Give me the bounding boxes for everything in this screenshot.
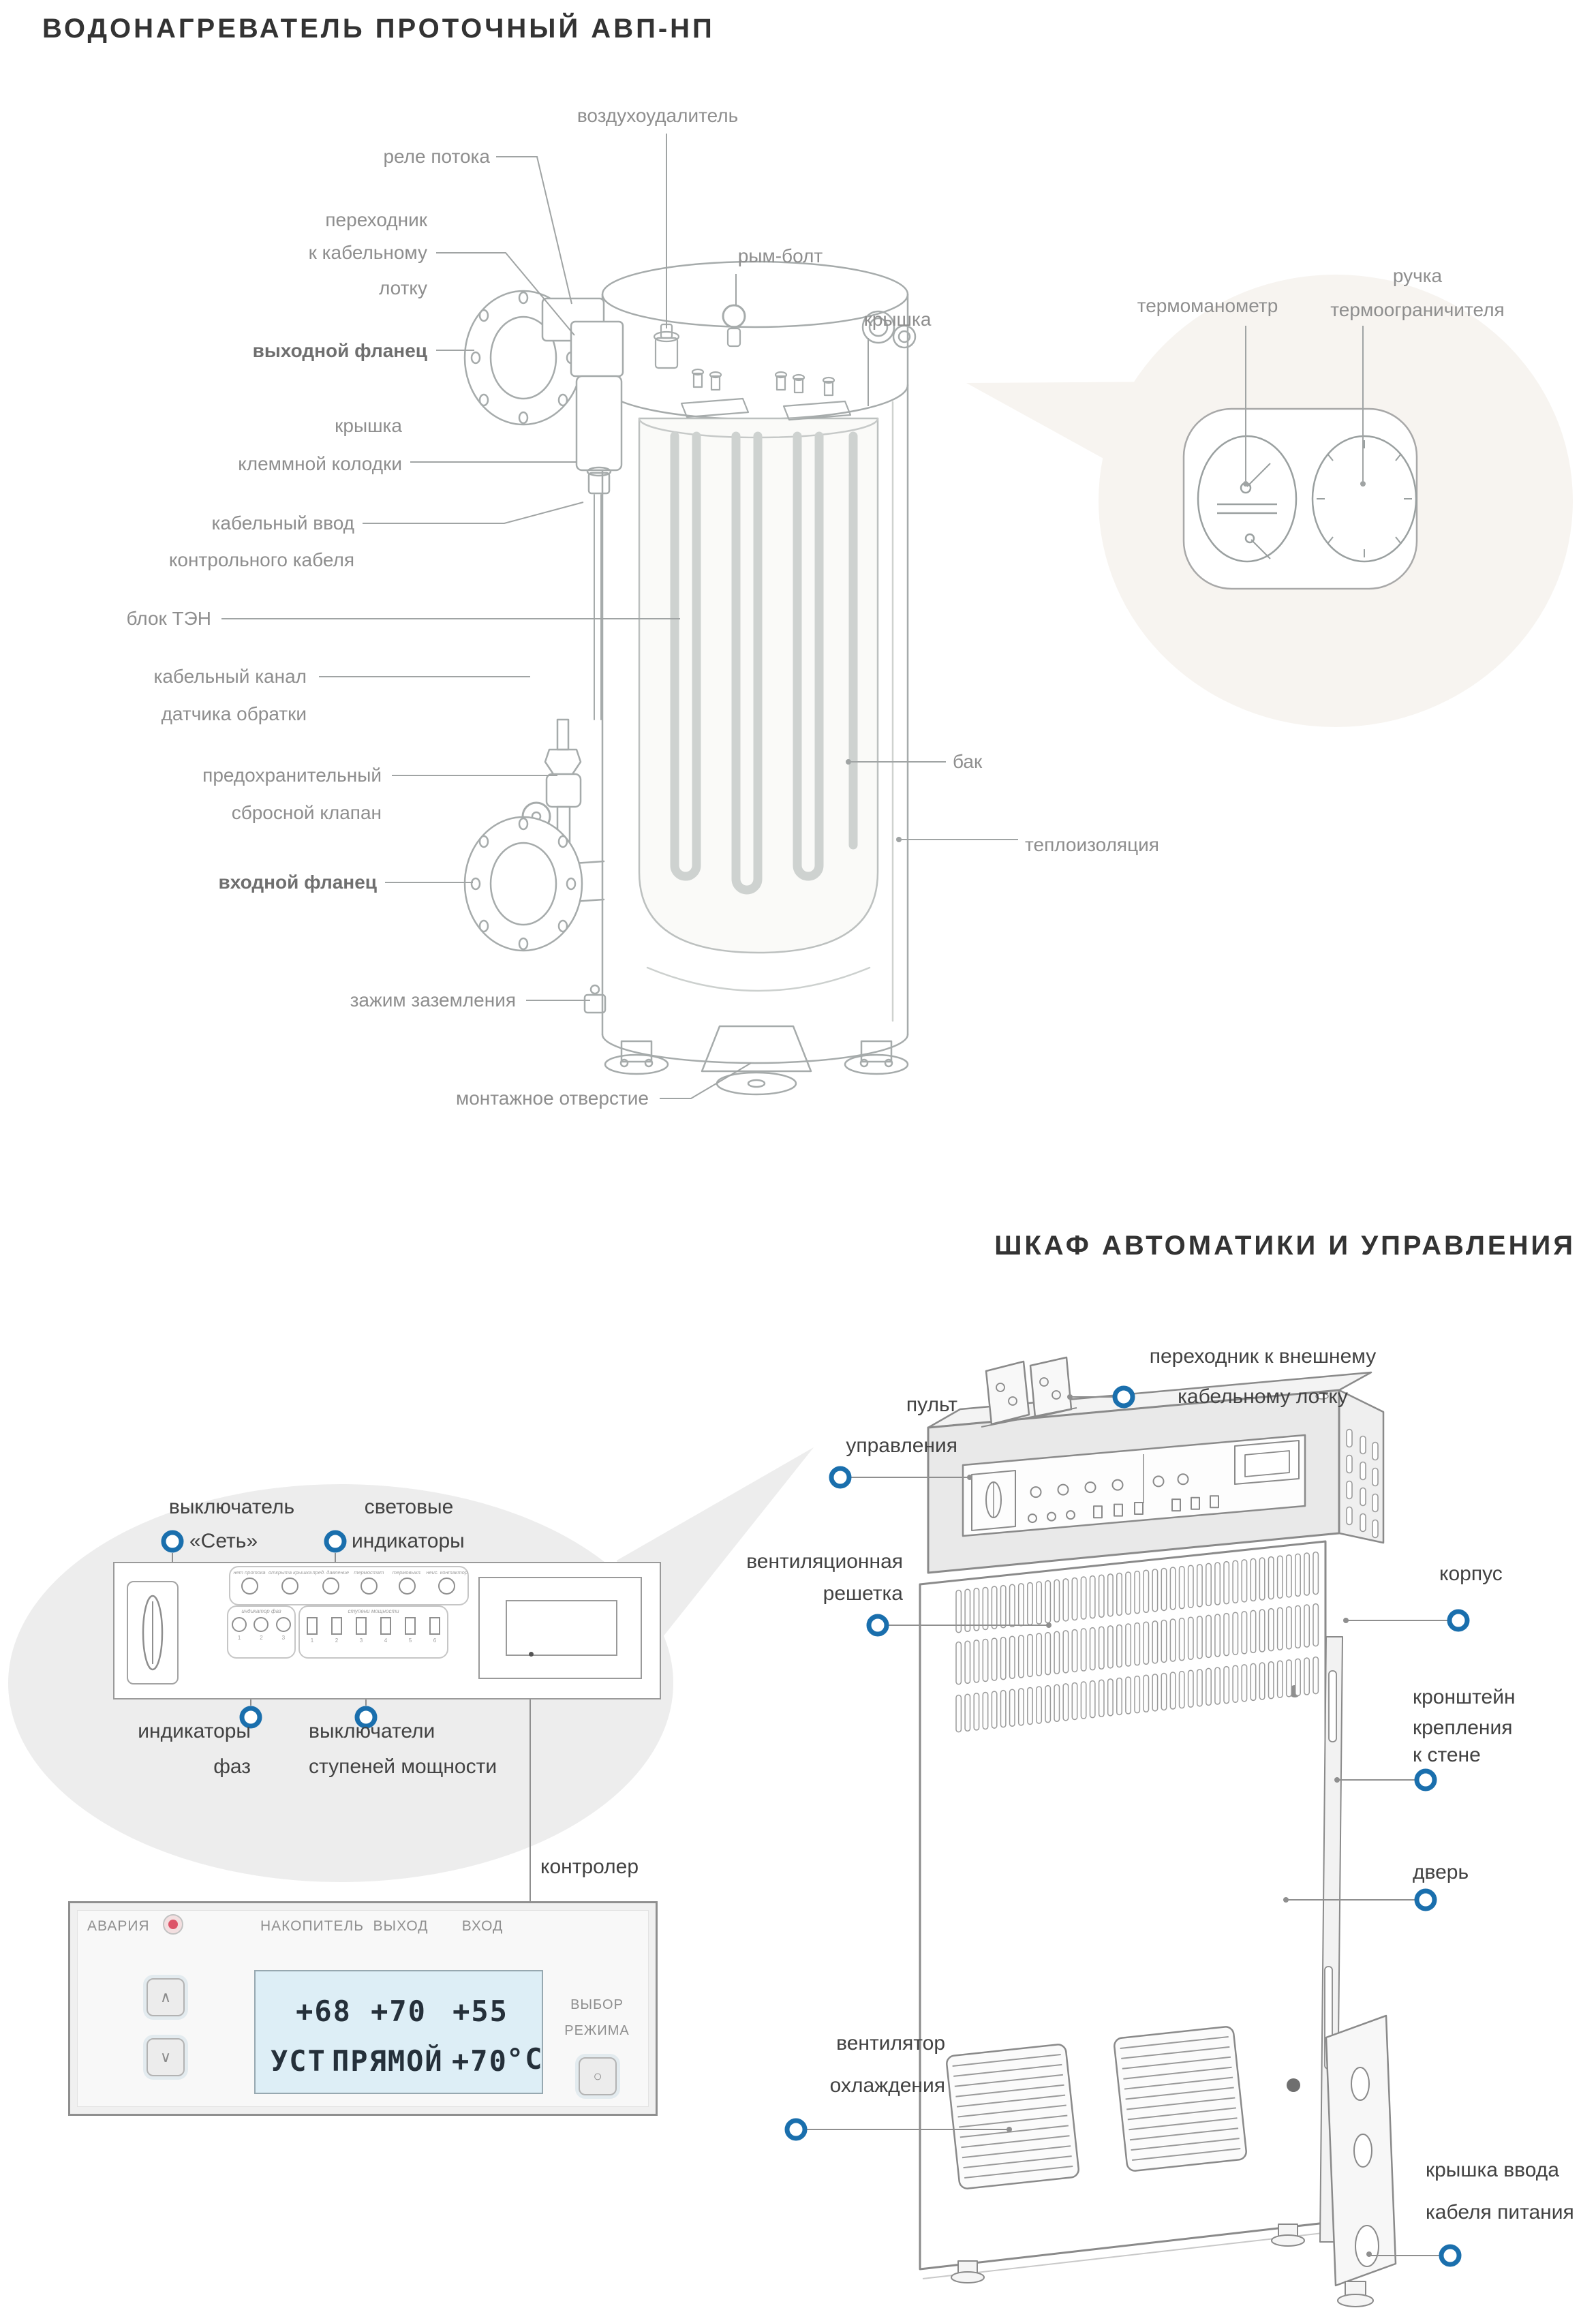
label-phase-indicators: фаз <box>213 1755 251 1778</box>
label-cable-tray-adapter: к кабельному <box>308 242 427 263</box>
label-cooling-fan: вентилятор <box>836 2032 945 2055</box>
mode-select-label: ВЫБОР <box>570 1997 624 2012</box>
point-marker <box>164 1533 181 1550</box>
label-flow-relay: реле потока <box>383 146 490 167</box>
header-input: ВХОД <box>461 1918 504 1934</box>
alarm-label: АВАРИЯ <box>87 1918 150 1934</box>
lcd-set-value: +70 <box>452 2044 508 2078</box>
lcd-set-label: УСТ <box>271 2044 326 2078</box>
point-marker <box>1417 1891 1434 1909</box>
point-marker <box>326 1533 344 1550</box>
lcd-value-accumulator: +68 <box>296 1995 352 2028</box>
label-cable-channel: датчика обратки <box>161 703 307 724</box>
label-cable-entry: контрольного кабеля <box>168 549 354 570</box>
down-button[interactable] <box>147 2038 185 2076</box>
phase-light <box>254 1617 268 1632</box>
label-controller: контролер <box>540 1856 639 1878</box>
lcd-mode-label: ПРЯМОЙ <box>332 2044 444 2078</box>
label-power-switch: выключатель <box>168 1496 295 1518</box>
leader-anchor-dot <box>529 1652 534 1657</box>
label-ground-clamp: зажим заземления <box>350 989 516 1011</box>
power-step-switches-group: ступени мощности 1 2 3 4 5 6 <box>298 1605 448 1659</box>
mode-button[interactable] <box>579 2057 617 2095</box>
step-switch[interactable] <box>331 1617 342 1635</box>
step-switch[interactable] <box>307 1617 318 1635</box>
section1-title: ВОДОНАГРЕВАТЕЛЬ ПРОТОЧНЫЙ АВП-НП <box>42 14 715 44</box>
controller-display-screen <box>506 1600 617 1656</box>
label-input-flange: входной фланец <box>218 872 377 893</box>
step-switch[interactable] <box>356 1617 367 1635</box>
mode-button-icon: ○ <box>593 2067 602 2084</box>
mode-select-label: РЕЖИМА <box>564 2023 630 2038</box>
alarm-led <box>163 1914 183 1935</box>
phase-light <box>232 1617 247 1632</box>
power-knob[interactable] <box>127 1581 179 1684</box>
indicator-light <box>281 1578 298 1595</box>
chevron-up-icon: ∧ <box>159 1988 172 2005</box>
label-thermolimiter-knob: термоограничителя <box>1330 299 1505 320</box>
water-heater-drawing <box>465 262 915 1094</box>
step-switch[interactable] <box>405 1617 416 1635</box>
point-marker <box>869 1616 887 1634</box>
step-switch[interactable] <box>380 1617 391 1635</box>
label-tank: бак <box>953 751 983 772</box>
label-vent-grille: решетка <box>823 1582 903 1605</box>
label-external-tray-adapter: кабельному лотку <box>1178 1385 1348 1408</box>
label-heating-block: блок ТЭН <box>126 608 211 629</box>
phase-indicators-group: индикатор фаз 1 2 3 <box>227 1605 296 1659</box>
point-marker <box>1449 1612 1467 1629</box>
label-housing: корпус <box>1439 1563 1503 1585</box>
label-cable-entry-cover: кабеля питания <box>1426 2201 1574 2224</box>
controller-display-window <box>478 1577 642 1679</box>
indicator-light <box>438 1578 455 1595</box>
point-marker <box>831 1468 849 1486</box>
lcd-display <box>254 1970 543 2094</box>
label-thermolimiter-knob: ручка <box>1392 265 1443 286</box>
label-light-indicators: световые <box>364 1496 454 1518</box>
label-terminal-cover: клеммной колодки <box>238 453 402 474</box>
label-step-switches: выключатели <box>309 1720 435 1742</box>
label-external-tray-adapter: переходник к внешнему <box>1149 1345 1377 1368</box>
lcd-value-input: +55 <box>452 1995 508 2028</box>
label-wall-bracket: к стене <box>1413 1744 1481 1766</box>
gauges-detail-balloon <box>966 275 1573 727</box>
label-mounting-hole: монтажное отверстие <box>455 1088 649 1109</box>
section2-title: ШКАФ АВТОМАТИКИ И УПРАВЛЕНИЯ <box>994 1231 1576 1261</box>
header-output: ВЫХОД <box>373 1918 429 1934</box>
feet <box>605 1026 908 1094</box>
point-marker <box>1441 2247 1459 2264</box>
label-terminal-cover: крышка <box>335 415 402 436</box>
indicator-light <box>322 1578 339 1595</box>
label-vent-grille: вентиляционная <box>746 1550 903 1573</box>
control-panel-enlarged <box>113 1562 661 1699</box>
indicator-light <box>399 1578 416 1595</box>
label-wall-bracket: кронштейн <box>1413 1686 1516 1708</box>
label-power-switch: «Сеть» <box>189 1530 258 1552</box>
lcd-unit: °C <box>506 2042 544 2076</box>
step-switch[interactable] <box>429 1617 440 1635</box>
label-air-vent: воздухоудалитель <box>577 105 739 126</box>
header-accumulator: НАКОПИТЕЛЬ <box>260 1918 365 1934</box>
indicator-light <box>241 1578 258 1595</box>
label-control-panel: пульт <box>906 1394 957 1416</box>
lcd-value-output: +70 <box>371 1995 427 2028</box>
label-light-indicators: индикаторы <box>352 1530 465 1552</box>
cabinet-drawing <box>920 1357 1396 2307</box>
label-thermomanometer: термоманометр <box>1137 295 1278 316</box>
label-cable-channel: кабельный канал <box>153 666 307 687</box>
label-output-flange: выходной фланец <box>252 340 427 361</box>
label-eye-bolt: рым-болт <box>737 245 823 266</box>
label-wall-bracket: крепления <box>1413 1717 1513 1739</box>
label-cooling-fan: охлаждения <box>829 2074 945 2097</box>
label-cable-entry: кабельный ввод <box>211 512 354 534</box>
label-cover: крышка <box>863 309 932 330</box>
thermomanometer-dial <box>1198 436 1296 561</box>
label-door: дверь <box>1413 1861 1469 1883</box>
label-cable-tray-adapter: переходник <box>325 209 427 230</box>
label-safety-valve: предохранительный <box>202 765 382 786</box>
phase-light <box>276 1617 291 1632</box>
label-phase-indicators: индикаторы <box>138 1720 251 1742</box>
label-insulation: теплоизоляция <box>1025 834 1159 855</box>
label-cable-entry-cover: крышка ввода <box>1426 2159 1559 2181</box>
indicator-light <box>360 1578 378 1595</box>
controller-panel <box>68 1901 658 2116</box>
point-marker <box>1417 1771 1434 1789</box>
label-safety-valve: сбросной клапан <box>231 802 382 823</box>
chevron-down-icon: ∨ <box>159 2048 172 2065</box>
door-lock-dot <box>1287 2078 1300 2092</box>
label-cable-tray-adapter: лотку <box>379 277 427 298</box>
up-button[interactable] <box>147 1978 185 2016</box>
point-marker <box>787 2121 805 2138</box>
input-flange <box>465 817 604 951</box>
label-control-panel: управления <box>846 1434 957 1457</box>
label-step-switches: ступеней мощности <box>309 1755 497 1778</box>
indicator-lights-group: нет протока открыта крышка пред. давление термостат термовыкл. неис. контактор <box>229 1566 469 1605</box>
